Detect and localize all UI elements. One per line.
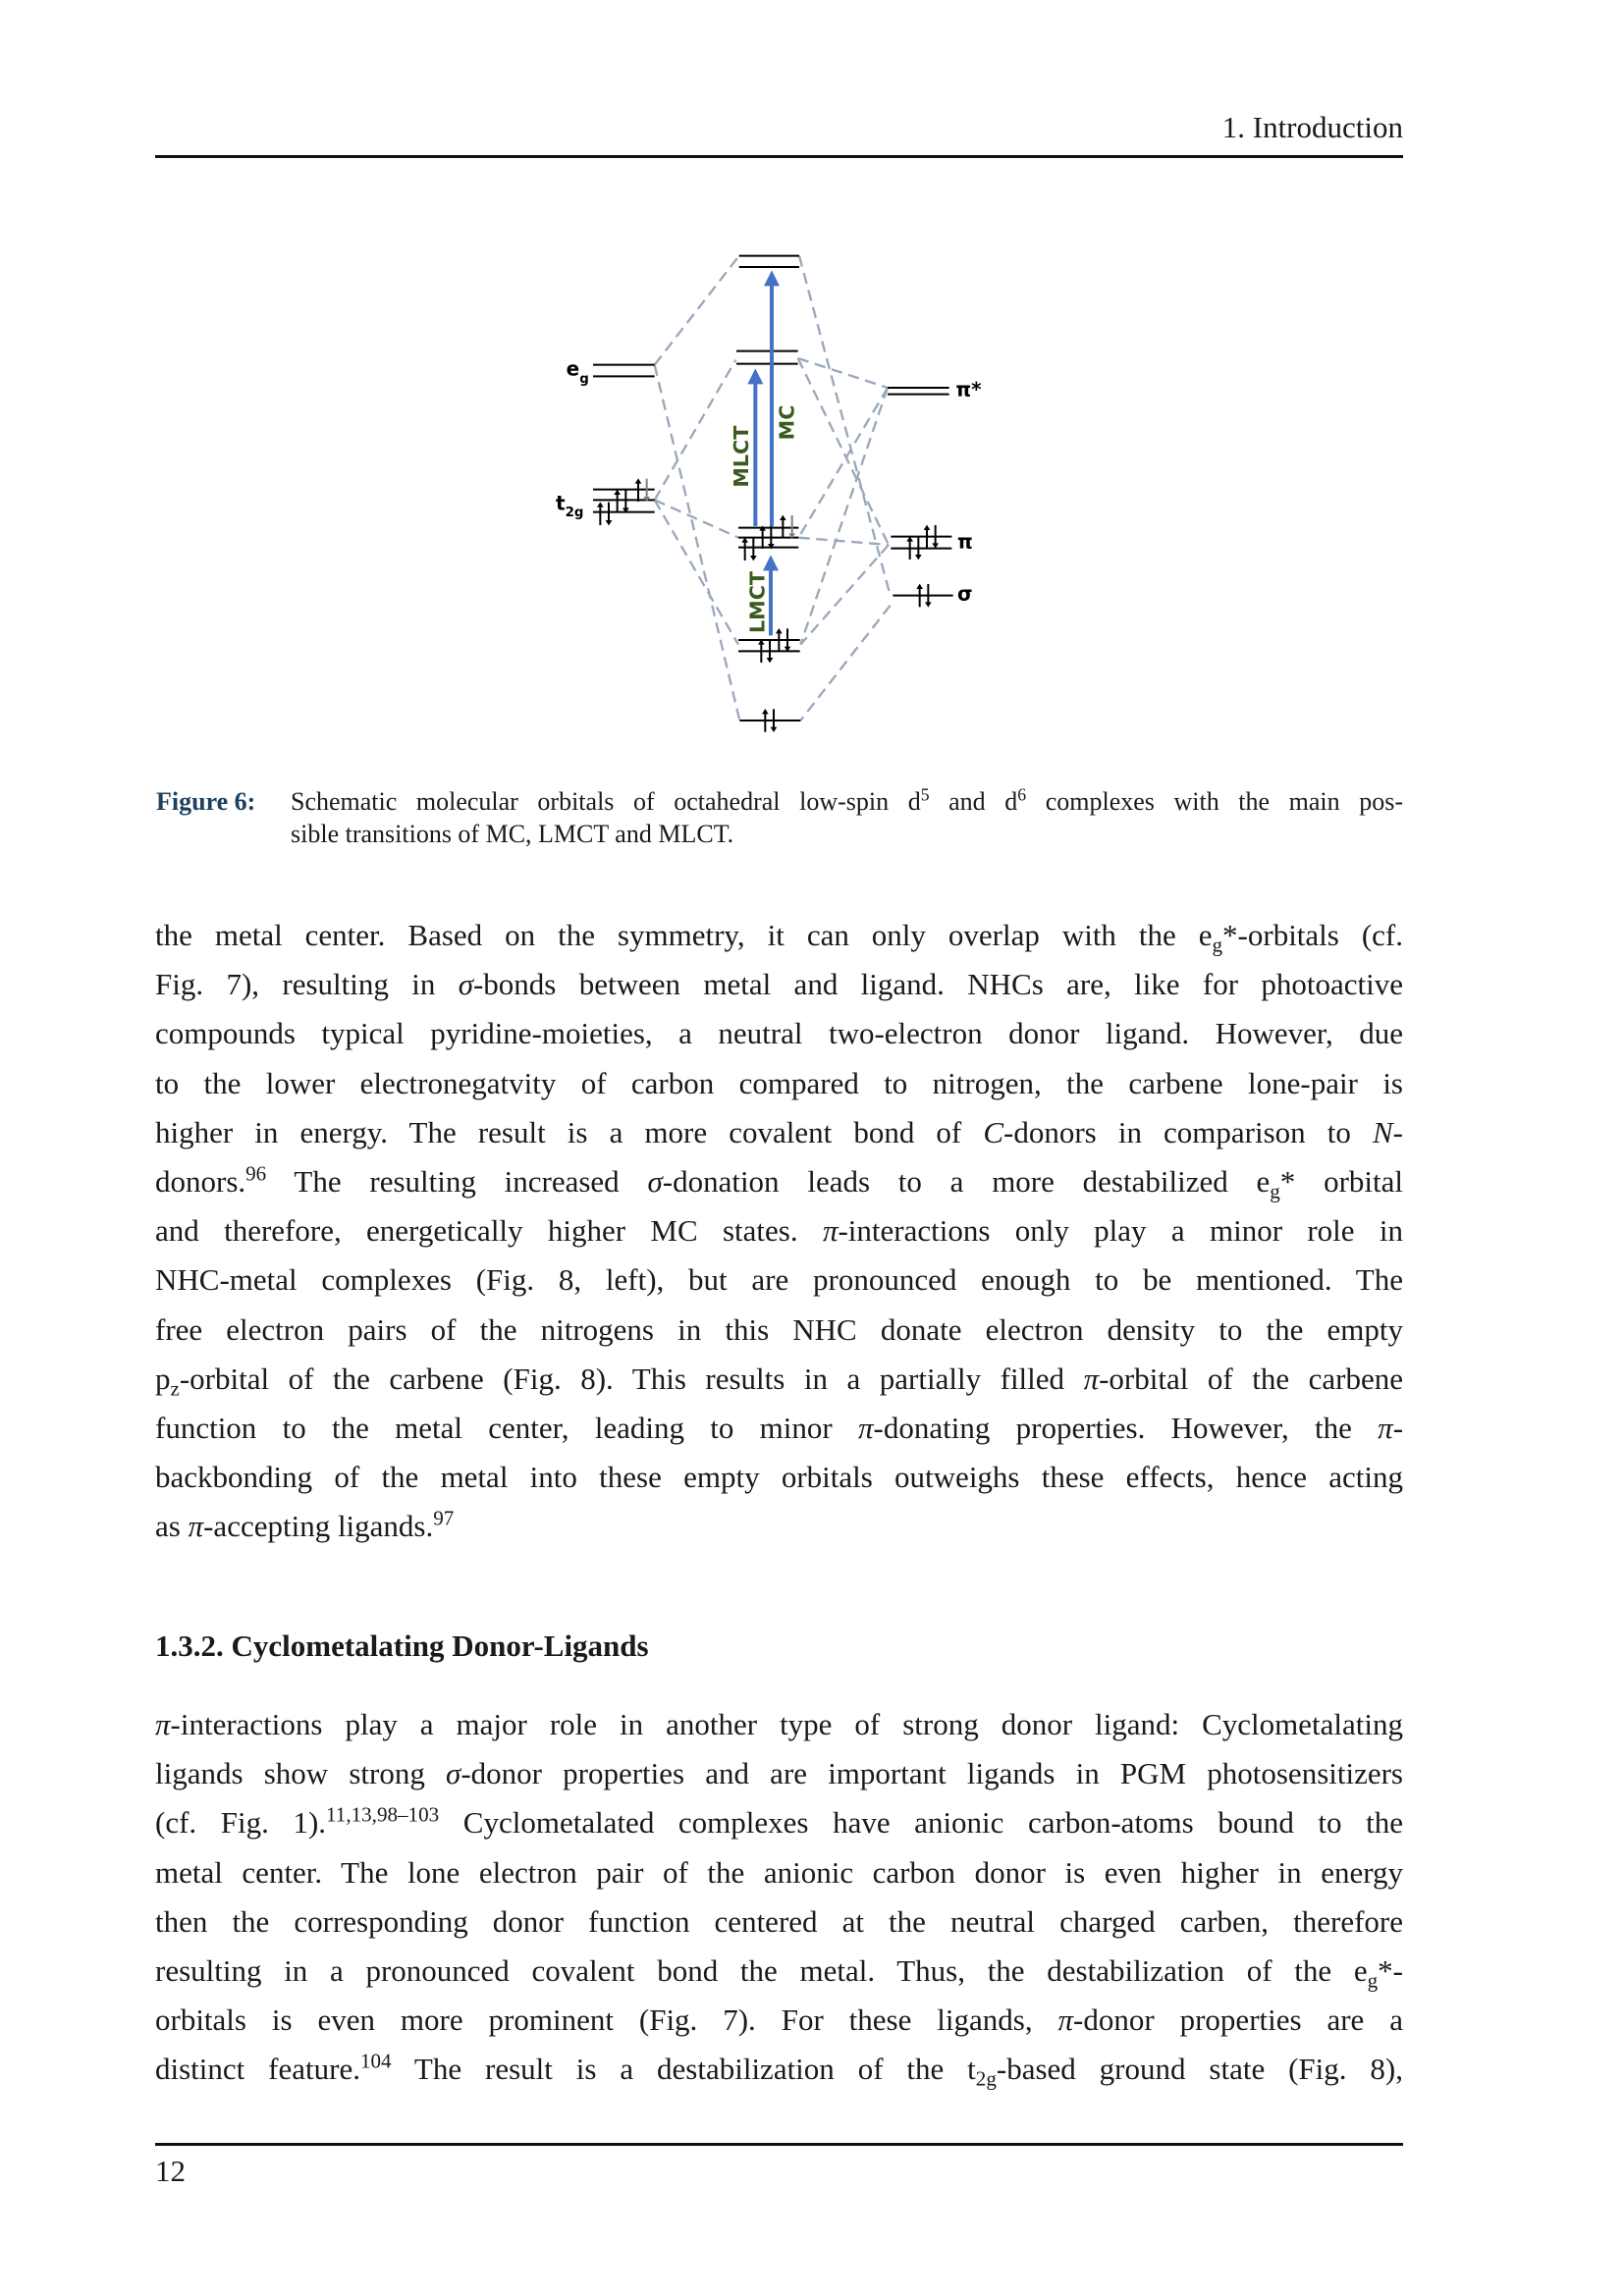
superscript: 6 [1017, 784, 1027, 805]
math-symbol: π [1378, 1411, 1393, 1445]
text-line [155, 1411, 1403, 1446]
text-line [155, 1953, 1403, 1993]
header-rule [155, 155, 1403, 158]
subscript: 2g [975, 2066, 997, 2091]
text-line [155, 1262, 1403, 1298]
text-run: NHC-metal complexes (Fig. 8, left), but are pronounced enough to be mentioned. The [155, 1262, 1403, 1298]
superscript: 5 [920, 784, 930, 805]
figure-label: Figure 6: [156, 787, 256, 816]
text-run: (cf. Fig. 1). [155, 1805, 327, 1841]
math-symbol: π [155, 1707, 171, 1741]
superscript: 97 [433, 1506, 455, 1530]
lmct-label: LMCT [745, 571, 770, 633]
text-run: p [155, 1361, 171, 1396]
text-run: The resulting increased [266, 1164, 648, 1199]
page-number: 12 [155, 2154, 186, 2188]
math-symbol: π [188, 1509, 204, 1544]
pi-star-label: π* [955, 377, 982, 401]
mlct-label: MLCT [730, 425, 753, 488]
text-run: and therefore, energetically higher MC states. [155, 1213, 823, 1249]
text-run: The result is a destabilization of the t [391, 2052, 976, 2087]
subscript: z [170, 1376, 180, 1401]
text-run: -bonds between metal and ligand. NHCs are, like for photoactive [472, 967, 1404, 1002]
math-symbol: σ [446, 1756, 461, 1791]
text-line [155, 2002, 1403, 2038]
text-run: donors. [155, 1164, 246, 1199]
text-run: metal center. The lone electron pair of the anionic carbon donor is even higher in energy [155, 1854, 1403, 1890]
text-run: higher in energy. The result is a more covalent bond of [155, 1114, 984, 1149]
caption-line [291, 785, 1403, 818]
text-run: *-orbitals (cf. [1222, 918, 1403, 952]
text-line [155, 1855, 1403, 1891]
text-run: -donors in comparison to [1003, 1114, 1373, 1149]
text-line [155, 967, 1403, 1002]
text-run: - [1392, 1114, 1403, 1149]
superscript: 104 [359, 2049, 392, 2073]
math-symbol: π [1083, 1361, 1100, 1396]
math-symbol: π [858, 1411, 874, 1445]
text-line [155, 1361, 1403, 1401]
text-run: -donating properties. However, the [873, 1411, 1379, 1445]
text-line [155, 1506, 1403, 1544]
text-run: sible transitions of MC, LMCT and MLCT. [291, 820, 734, 848]
eg-label: $e_g$ [566, 356, 589, 387]
text-run: -based ground state (Fig. 8), [996, 2052, 1403, 2087]
math-symbol: C [983, 1114, 1004, 1149]
figure-caption [156, 785, 1403, 854]
text-run: function to the metal center, leading to minor [155, 1411, 858, 1445]
text-line [155, 1802, 1403, 1841]
text-run: -donor properties are a [1073, 2002, 1403, 2038]
subscript: g [1212, 933, 1223, 957]
text-line [155, 1460, 1403, 1495]
superscript: 96 [245, 1161, 267, 1186]
text-line [155, 1066, 1403, 1101]
text-run: -orbital of the carbene [1099, 1361, 1403, 1396]
math-symbol: σ [647, 1164, 663, 1199]
text-line [155, 2049, 1403, 2091]
running-header: 1. Introduction [1221, 110, 1403, 144]
text-line [155, 918, 1403, 957]
t2g-label: $t_{2g}$ [556, 491, 584, 520]
text-run: backbonding of the metal into these empty orbitals outweighs these effects, hence acting [155, 1460, 1403, 1495]
text-run: -donation leads to a more destabilized e [662, 1164, 1271, 1199]
text-line [155, 1115, 1403, 1150]
section-heading: 1.3.2. Cyclometalating Donor-Ligands [155, 1629, 649, 1663]
text-run: * orbital [1279, 1164, 1403, 1199]
text-run: to the lower electronegatvity of carbon compared to nitrogen, the carbene lone-pair is [155, 1065, 1403, 1100]
caption-line [291, 818, 1403, 850]
text-run: complexes with the main pos- [1026, 787, 1404, 816]
text-run: -interactions play a major role in another type of strong donor ligand: Cyclometalating [170, 1707, 1403, 1741]
sigma-label: σ [957, 581, 973, 606]
text-run: as [155, 1509, 189, 1544]
text-line [155, 1016, 1403, 1051]
text-line [155, 1707, 1403, 1742]
text-line [155, 1756, 1403, 1791]
text-run: -accepting ligands. [203, 1509, 434, 1544]
math-symbol: π [822, 1213, 839, 1249]
text-run: free electron pairs of the nitrogens in this NHC donate electron density to the empty [155, 1311, 1403, 1347]
text-run: Cyclometalated complexes have anionic carbon-atoms bound to the [439, 1805, 1403, 1841]
text-run: distinct feature. [155, 2052, 360, 2087]
text-run: ligands show strong [155, 1756, 447, 1791]
math-symbol: π [1057, 2002, 1074, 2038]
text-run: compounds typical pyridine-moieties, a neutral two-electron donor ligand. However, due [155, 1016, 1403, 1051]
text-run: -interactions only play a minor role in [838, 1213, 1403, 1249]
math-symbol: σ [458, 967, 473, 1002]
text-run: Schematic molecular orbitals of octahedral low-spin d [291, 787, 921, 816]
mc-label: MC [775, 404, 799, 441]
pi-label: π [957, 529, 973, 554]
subscript: g [1270, 1179, 1280, 1203]
molecular-orbital-diagram [530, 236, 1021, 746]
text-line [155, 1161, 1403, 1203]
text-line [155, 1904, 1403, 1940]
text-run: resulting in a pronounced covalent bond the metal. Thus, the destabilization of the e [155, 1953, 1368, 1988]
subscript: g [1367, 1968, 1379, 1993]
superscript: 11,13,98–103 [326, 1802, 440, 1827]
text-run: and d [929, 787, 1018, 816]
math-symbol: N [1372, 1114, 1393, 1149]
text-line [155, 1213, 1403, 1249]
text-run: -orbital of the carbene (Fig. 8). This results in a partially filled [179, 1361, 1084, 1396]
text-run: - [1392, 1411, 1404, 1445]
text-run: *- [1378, 1953, 1403, 1988]
text-run: the metal center. Based on the symmetry, it can only overlap with the e [155, 918, 1213, 952]
text-run: -donor properties and are important ligands in PGM photosensitizers [460, 1756, 1403, 1791]
text-line [155, 1312, 1403, 1348]
text-run: orbitals is even more prominent (Fig. 7). For these ligands, [155, 2002, 1058, 2038]
text-run: Fig. 7), resulting in [155, 967, 459, 1002]
text-run: then the corresponding donor function centered at the neutral charged carben, therefore [155, 1903, 1403, 1939]
footer-rule [155, 2143, 1403, 2146]
